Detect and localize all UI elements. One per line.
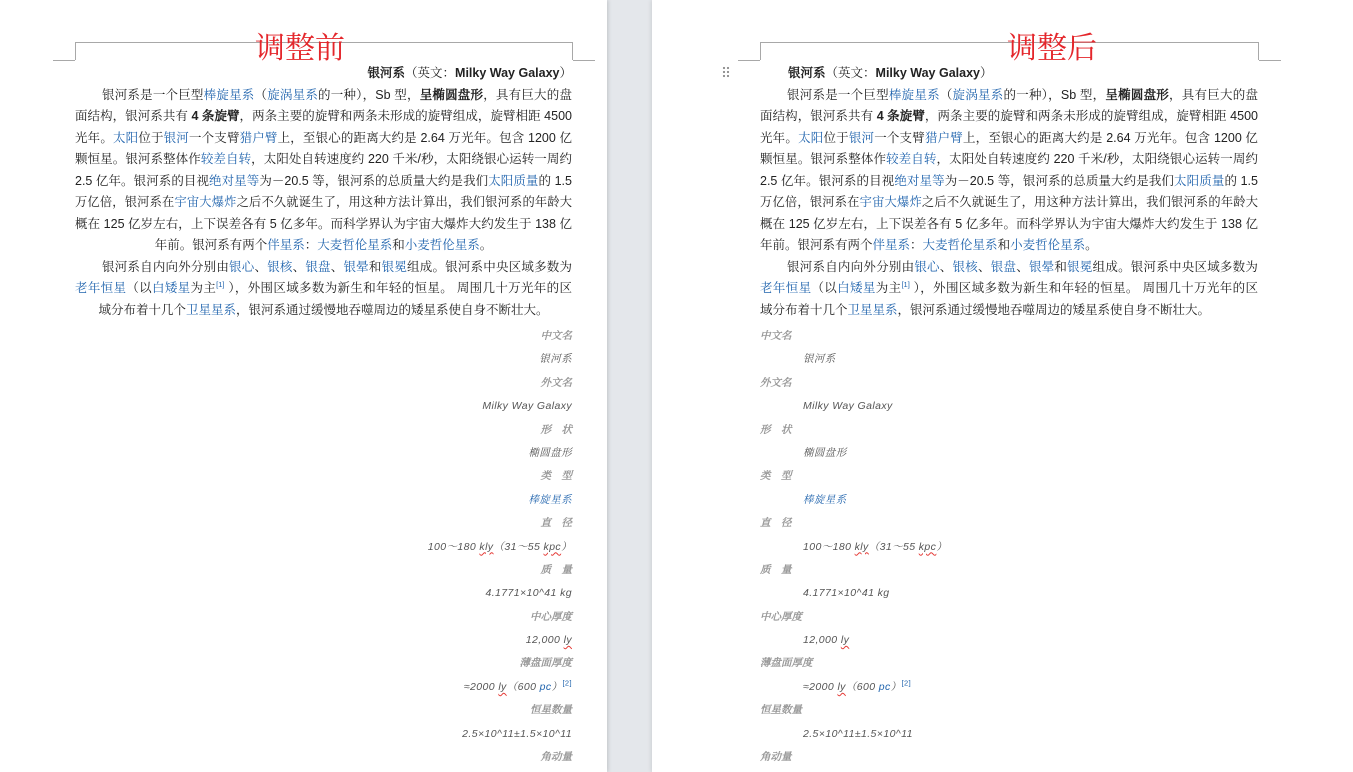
text-line — [75, 257, 572, 279]
infobox-value — [75, 723, 572, 746]
text-run: 颗恒星。银河系整体作 — [75, 152, 201, 166]
bold-text: Milky Way Galaxy — [875, 66, 980, 80]
infobox-value — [760, 442, 1258, 465]
wiki-link[interactable]: 银盘 — [305, 259, 331, 274]
wiki-link[interactable]: 银晕 — [1028, 259, 1055, 274]
text-run: 一个支臂 — [188, 130, 240, 145]
infobox-value — [760, 676, 1258, 699]
text-run: ，两条主要的旋臂和两条未形成的旋臂组成，旋臂相距 4500 — [239, 109, 572, 123]
text-run: 4.1771×10^41 kg — [485, 587, 572, 600]
text-line — [760, 278, 1258, 300]
text-run: 万亿倍，银河系在 — [760, 195, 860, 209]
wiki-link[interactable]: 较差自转 — [200, 152, 252, 166]
text-run: 光年。 — [760, 130, 799, 145]
citation-link[interactable]: [1] — [216, 279, 225, 289]
text-run: 、 — [1016, 259, 1029, 274]
text-run: （31～55 — [493, 540, 544, 553]
wiki-link[interactable]: 棒旋星系 — [803, 493, 847, 506]
infobox-label: 中心厚度 — [530, 610, 572, 623]
text-line — [760, 257, 1258, 279]
wiki-link[interactable]: 绝对星等 — [209, 173, 260, 188]
text-run: 。 — [479, 238, 493, 252]
text-line — [75, 235, 572, 257]
text-boundary-corner-mark — [53, 60, 75, 61]
wiki-link[interactable]: 白矮星 — [837, 281, 876, 295]
wiki-link[interactable]: 棒旋星系 — [888, 87, 940, 102]
wiki-link[interactable]: 宇宙大爆炸 — [174, 195, 237, 209]
text-line — [75, 149, 572, 171]
text-line — [75, 214, 572, 236]
text-run: 。 — [1085, 238, 1098, 252]
page-before — [0, 0, 607, 772]
text-run: ），外围区域多数为新生和年轻的恒星。 周围几十万光年的区 — [224, 281, 572, 295]
text-run: 、 — [978, 259, 991, 274]
bold-text: Milky Way Galaxy — [455, 66, 560, 80]
text-run: 组成。银河系中央区域多数为 — [1092, 259, 1258, 274]
wiki-link[interactable]: 银冕 — [1067, 259, 1093, 274]
text-run: 概在 125 亿岁左右，上下误差各有 5 亿多年。而科学界认为宇宙大爆炸大约发生于 138 亿 — [760, 216, 1258, 231]
citation-link[interactable]: [2] — [562, 678, 572, 688]
wiki-link[interactable]: 银河 — [848, 130, 875, 145]
text-run: 一个支臂 — [874, 130, 925, 145]
text-boundary-corner-mark — [572, 42, 573, 60]
spellcheck-flagged-word: ly — [837, 680, 846, 693]
infobox-label: 中心厚度 — [760, 610, 802, 623]
text-line — [760, 214, 1258, 236]
wiki-link[interactable]: 太阳质量 — [1174, 173, 1225, 188]
text-run: ： — [304, 238, 318, 252]
wiki-link[interactable]: 银心 — [914, 259, 940, 274]
text-line — [760, 235, 1258, 257]
text-run: 面结构，银河系共有 — [760, 109, 877, 123]
text-run: ，两条主要的旋臂和两条未形成的旋臂组成，旋臂相距 4500 — [924, 109, 1258, 123]
text-run: 域分布着十几个 — [760, 302, 848, 317]
paragraph — [75, 257, 572, 322]
wiki-link[interactable]: 太阳 — [112, 130, 139, 145]
text-run: 12,000 — [803, 634, 841, 647]
wiki-link[interactable]: 卫星星系 — [847, 302, 898, 317]
text-boundary-corner-mark — [573, 60, 595, 61]
text-run: 4.1771×10^41 kg — [803, 587, 890, 600]
text-run: 银河系自内向外分别由 — [102, 259, 230, 274]
infobox-label: 直 径 — [760, 517, 792, 530]
infobox-label: 外文名 — [760, 376, 792, 389]
wiki-link[interactable]: 太阳质量 — [488, 173, 539, 188]
text-run: 为主 — [875, 281, 902, 295]
text-line — [760, 300, 1258, 322]
text-run: ） — [936, 540, 948, 553]
infobox-label: 类 型 — [760, 470, 792, 483]
text-run: 和 — [1054, 259, 1068, 274]
infobox-label: 形 状 — [540, 423, 572, 436]
text-run: 2.5 亿年。银河系的目视 — [760, 173, 895, 188]
text-run: 椭圆盘形 — [528, 446, 572, 459]
text-run: 银河系是一个巨型 — [102, 87, 204, 102]
infobox-label: 外文名 — [540, 376, 572, 389]
text-run: ） — [890, 680, 902, 693]
bold-text: 4 条旋臂 — [191, 109, 240, 123]
text-boundary-corner-mark — [738, 60, 760, 61]
text-run: ≈2000 — [803, 680, 838, 693]
spellcheck-flagged-word: kly — [854, 540, 869, 553]
spellcheck-flagged-word: kly — [479, 540, 494, 553]
text-boundary-corner-mark — [1258, 42, 1259, 60]
text-run: Milky Way Galaxy — [803, 400, 893, 413]
text-run: 和 — [997, 238, 1011, 252]
text-line — [75, 106, 572, 128]
text-run: 、 — [254, 259, 268, 274]
infobox-value — [75, 676, 572, 699]
spellcheck-flagged-word: kpc — [543, 540, 562, 553]
page-gutter — [607, 0, 652, 772]
infobox-value — [75, 442, 572, 465]
text-run: 为－20.5 等，银河系的总质量大约是我们 — [944, 173, 1175, 188]
spellcheck-flagged-word: kpc — [918, 540, 937, 553]
wiki-link[interactable]: 伴星系 — [872, 238, 911, 252]
wiki-link[interactable]: 猎户臂 — [924, 130, 963, 145]
text-run: ≈2000 — [463, 680, 499, 693]
wiki-link[interactable]: 银盘 — [990, 259, 1017, 274]
text-run: 位于 — [823, 130, 849, 145]
wiki-link[interactable]: 绝对星等 — [894, 173, 945, 188]
text-run: ： — [910, 238, 923, 252]
infobox-label: 形 状 — [760, 423, 792, 436]
text-line — [75, 171, 572, 193]
infobox-label: 类 型 — [540, 470, 572, 483]
text-run: ） — [979, 66, 993, 80]
text-line — [760, 85, 1258, 107]
infobox-value — [75, 536, 572, 559]
spellcheck-flagged-word: ly — [840, 634, 850, 647]
drag-handle-icon[interactable] — [722, 66, 730, 78]
wiki-link[interactable]: 银河 — [163, 130, 189, 145]
text-run: 的一种），Sb 型， — [318, 87, 420, 102]
paragraph — [760, 257, 1258, 322]
text-run: ） — [561, 540, 572, 553]
text-run: 上，至银心的距离大约是 2.64 万光年。包含 1200 亿 — [277, 130, 572, 145]
text-run: 2.5×10^11±1.5×10^11 — [803, 727, 913, 740]
text-run: ，太阳处自转速度约 220 千米/秒，太阳绕银心运转一周约 — [936, 152, 1258, 166]
text-run: 、 — [292, 259, 306, 274]
text-run: 上，至银心的距离大约是 2.64 万光年。包含 1200 亿 — [963, 130, 1258, 145]
bold-text: 呈椭圆盘形 — [1105, 87, 1170, 102]
text-run: ，银河系通过缓慢地吞噬周边的矮星系使自身不断壮大。 — [236, 302, 549, 317]
text-run: 、 — [330, 259, 344, 274]
text-run: 组成。银河系中央区域多数为 — [407, 259, 572, 274]
text-run: 和 — [368, 259, 382, 274]
text-boundary-corner-mark — [75, 42, 76, 60]
text-line — [760, 128, 1258, 150]
infobox-label: 角动量 — [760, 751, 792, 764]
text-boundary-corner-mark — [760, 42, 761, 60]
text-line — [760, 106, 1258, 128]
text-run: 的 1.5 — [538, 173, 572, 188]
infobox-value — [760, 489, 1258, 512]
text-run: 之后不久就诞生了，用这种方法计算出，我们银河系的年龄大 — [236, 195, 572, 209]
text-run: 100～180 — [427, 540, 480, 553]
infobox-value — [760, 395, 1258, 418]
text-run: 年前。银河系有两个 — [760, 238, 873, 252]
text-run: 2.5 亿年。银河系的目视 — [75, 173, 210, 188]
wiki-link[interactable]: 银冕 — [381, 259, 408, 274]
text-run: 光年。 — [75, 130, 113, 145]
wiki-link[interactable]: 老年恒星 — [75, 281, 127, 295]
text-run: 和 — [392, 238, 405, 252]
text-line — [760, 192, 1258, 214]
infobox-label: 质 量 — [540, 563, 572, 576]
infobox-label: 中文名 — [540, 330, 572, 342]
bold-text: 银河系 — [788, 66, 826, 80]
text-run: 银河系自内向外分别由 — [787, 259, 915, 274]
infobox-value — [75, 582, 572, 605]
infobox — [760, 325, 1258, 769]
citation-link[interactable]: [2] — [901, 678, 912, 688]
text-run: （英文： — [825, 66, 876, 80]
paragraph — [760, 85, 1258, 257]
text-run: 为主 — [190, 281, 217, 295]
infobox-value — [75, 395, 572, 418]
text-run: 概在 125 亿岁左右，上下误差各有 5 亿多年。而科学界认为宇宙大爆炸大约发生于 138 亿 — [75, 216, 572, 231]
page-after — [652, 0, 1353, 772]
infobox-label: 中文名 — [760, 330, 792, 342]
text-run: 银河系 — [803, 353, 836, 366]
paragraph — [75, 85, 572, 257]
document-body[interactable] — [75, 63, 572, 769]
text-run: ） — [559, 66, 572, 80]
text-run: 万亿倍，银河系在 — [75, 195, 175, 209]
text-run: 为－20.5 等，银河系的总质量大约是我们 — [259, 173, 489, 188]
wiki-link[interactable]: 银晕 — [343, 259, 369, 274]
infobox-value — [75, 489, 572, 512]
text-run: 银河系 — [539, 353, 572, 366]
wiki-link[interactable]: 小麦哲伦星系 — [404, 238, 480, 252]
text-run: 的 1.5 — [1224, 173, 1258, 188]
text-run: 、 — [939, 259, 953, 274]
text-line — [760, 149, 1258, 171]
infobox — [75, 325, 572, 769]
text-line — [75, 128, 572, 150]
text-run: 域分布着十几个 — [98, 302, 186, 317]
wiki-link[interactable]: 较差自转 — [886, 152, 937, 166]
text-run: 椭圆盘形 — [803, 446, 847, 459]
wiki-link[interactable]: 银核 — [267, 259, 293, 274]
page-label-before: 调整前 — [255, 31, 345, 66]
text-run: （以 — [126, 281, 152, 295]
infobox-label: 恒星数量 — [530, 704, 572, 717]
wiki-link[interactable]: 太阳 — [798, 130, 824, 145]
infobox-value — [760, 536, 1258, 559]
infobox-label: 恒星数量 — [760, 704, 802, 717]
wiki-link[interactable]: 卫星星系 — [185, 302, 236, 317]
infobox-label: 直 径 — [540, 517, 572, 530]
text-boundary-corner-mark — [1259, 60, 1281, 61]
spellcheck-flagged-word: ly — [498, 680, 507, 693]
text-run: ，银河系通过缓慢地吞噬周边的矮星系使自身不断壮大。 — [897, 302, 1211, 317]
text-run: 之后不久就诞生了，用这种方法计算出，我们银河系的年龄大 — [921, 195, 1258, 209]
text-line — [75, 85, 572, 107]
infobox-value — [760, 582, 1258, 605]
bold-text: 4 条旋臂 — [876, 109, 925, 123]
text-run: （以 — [811, 281, 838, 295]
wiki-link[interactable]: 猎户臂 — [239, 130, 278, 145]
spellcheck-flagged-word: ly — [563, 634, 572, 647]
text-run: ），外围区域多数为新生和年轻的恒星。 周围几十万光年的区 — [909, 281, 1258, 295]
text-run: （英文： — [405, 66, 456, 80]
text-run: 位于 — [138, 130, 164, 145]
text-line — [75, 278, 572, 300]
wiki-link[interactable]: 伴星系 — [267, 238, 305, 252]
text-run: （600 — [845, 680, 879, 693]
text-run: 的一种），Sb 型， — [1003, 87, 1106, 102]
infobox-value — [760, 348, 1258, 371]
text-run: 银河系是一个巨型 — [787, 87, 889, 102]
citation-link[interactable]: [1] — [901, 279, 910, 289]
wiki-link[interactable]: 白矮星 — [152, 281, 191, 295]
infobox-label: 薄盘面厚度 — [519, 657, 572, 670]
document-title — [760, 63, 1258, 85]
text-line — [760, 171, 1258, 193]
wiki-link[interactable]: 棒旋星系 — [528, 493, 572, 506]
text-run: 颗恒星。银河系整体作 — [760, 152, 887, 166]
text-line — [75, 300, 572, 322]
text-run: ，具有巨大的盘 — [1169, 87, 1258, 102]
wiki-link[interactable]: 大麦哲伦星系 — [922, 238, 998, 252]
wiki-link[interactable]: 旋涡星系 — [267, 87, 319, 102]
infobox-value — [75, 629, 572, 652]
text-run: 2.5×10^11±1.5×10^11 — [462, 727, 572, 740]
text-run: Milky Way Galaxy — [482, 400, 572, 413]
wiki-link[interactable]: 棒旋星系 — [203, 87, 255, 102]
infobox-value — [75, 348, 572, 371]
text-run: （31～55 — [868, 540, 919, 553]
text-run: ） — [551, 680, 563, 693]
bold-text: 呈椭圆盘形 — [419, 87, 484, 102]
wiki-link[interactable]: 银心 — [229, 259, 255, 274]
wiki-link[interactable]: pc — [878, 680, 891, 693]
wiki-link[interactable]: 银核 — [952, 259, 978, 274]
infobox-value — [760, 629, 1258, 652]
text-line — [75, 192, 572, 214]
wiki-link[interactable]: 大麦哲伦星系 — [317, 238, 393, 252]
text-run: （ — [939, 87, 953, 102]
page-label-after: 调整后 — [1007, 31, 1097, 66]
wiki-link[interactable]: 老年恒星 — [760, 281, 812, 295]
infobox-label: 角动量 — [540, 751, 572, 764]
wiki-link[interactable]: 宇宙大爆炸 — [859, 195, 922, 209]
text-run: ，太阳处自转速度约 220 千米/秒，太阳绕银心运转一周约 — [251, 152, 572, 166]
text-run: （ — [254, 87, 268, 102]
text-run: 面结构，银河系共有 — [75, 109, 192, 123]
infobox-value — [760, 723, 1258, 746]
bold-text: 银河系 — [367, 66, 406, 80]
wiki-link[interactable]: pc — [539, 680, 552, 693]
text-run: 年前。银河系有两个 — [154, 238, 268, 252]
infobox-label: 薄盘面厚度 — [760, 657, 813, 670]
document-body[interactable] — [760, 63, 1258, 769]
infobox-label: 质 量 — [760, 563, 792, 576]
wiki-link[interactable]: 旋涡星系 — [952, 87, 1004, 102]
text-run: ，具有巨大的盘 — [483, 87, 572, 102]
text-run: 100～180 — [803, 540, 855, 553]
wiki-link[interactable]: 小麦哲伦星系 — [1010, 238, 1086, 252]
document-title — [75, 63, 572, 85]
text-run: （600 — [506, 680, 540, 693]
text-run: 12,000 — [525, 634, 564, 647]
